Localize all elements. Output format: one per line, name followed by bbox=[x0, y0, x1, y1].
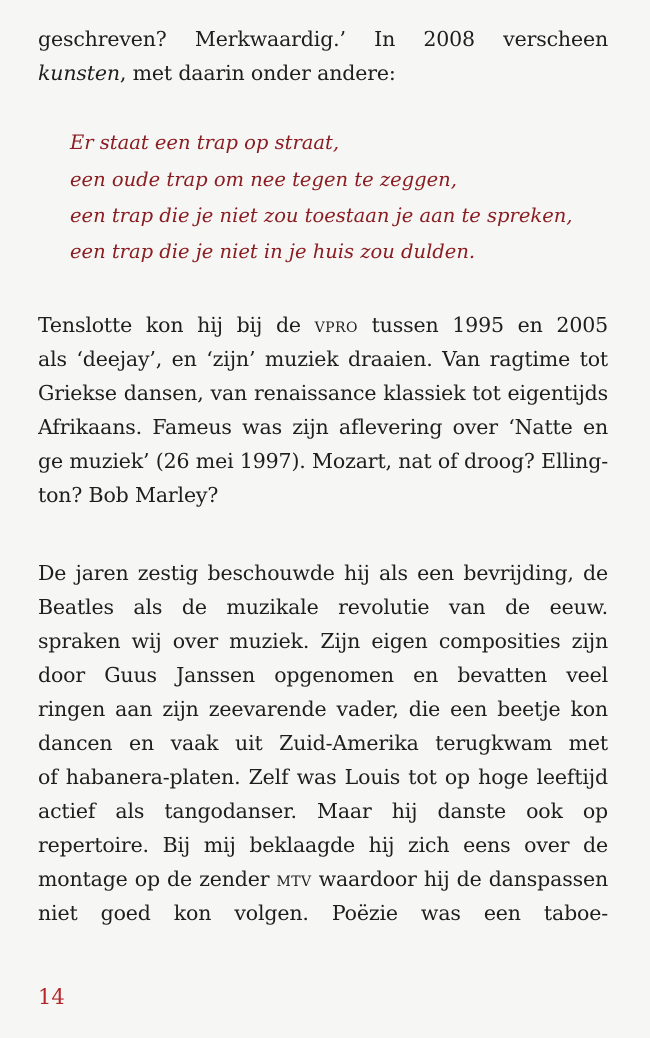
paragraph-3-line-6: dancen en vaak uit Zuid-Amerika terugkwam met bbox=[38, 731, 608, 755]
paragraph-3-line-11: niet goed kon volgen. Poëzie was een taboe- bbox=[38, 901, 608, 925]
paragraph-2-line-6: ton? Bob Marley? bbox=[38, 483, 219, 507]
paragraph-3-line-10 bbox=[38, 864, 608, 894]
page-number: 14 bbox=[38, 985, 65, 1009]
paragraph-2-line-2: als ‘deejay’, en ‘zijn’ muziek draaien. Van ragtime tot bbox=[38, 347, 608, 371]
paragraph-2-line-3: Griekse dansen, van renaissance klassiek tot eigentijds bbox=[38, 381, 608, 405]
paragraph-2-line-1 bbox=[38, 310, 608, 340]
poem-line-1: Er staat een trap op straat, bbox=[70, 131, 340, 154]
text-segment: tussen 1995 en 2005 bbox=[371, 313, 608, 337]
paragraph-2-line-4: Afrikaans. Fameus was zijn aflevering over ‘Natte en bbox=[38, 415, 608, 439]
text-segment: geschreven? Merkwaardig.’ In 2008 verscheen bbox=[38, 27, 608, 51]
text-segment: waardoor hij de danspassen bbox=[311, 867, 608, 891]
paragraph-3-line-3: spraken wij over muziek. Zijn eigen composities zijn bbox=[38, 629, 608, 653]
poem-line-3: een trap die je niet zou toestaan je aan te spreken, bbox=[70, 204, 573, 227]
text-segment: Tenslotte kon hij bij de bbox=[38, 313, 315, 337]
text-segment: montage op de zender bbox=[38, 867, 277, 891]
paragraph-3-line-8: actief als tangodanser. Maar hij danste ook op bbox=[38, 799, 608, 823]
book-title-italic: kunsten bbox=[38, 61, 120, 85]
paragraph-3-line-7: of habanera-platen. Zelf was Louis tot op hoge leeftijd bbox=[38, 765, 608, 789]
poem-line-2: een oude trap om nee tegen te zeggen, bbox=[70, 168, 457, 191]
paragraph-3-line-4: door Guus Janssen opgenomen en bevatten veel bbox=[38, 663, 608, 687]
text-segment: , met daarin onder andere: bbox=[119, 61, 396, 85]
paragraph-3-line-5: ringen aan zijn zeevarende vader, die een beetje kon bbox=[38, 697, 608, 721]
paragraph-3-line-2: Beatles als de muzikale revolutie van de eeuw. bbox=[38, 595, 608, 619]
paragraph-3-line-1: De jaren zestig beschouwde hij als een bevrijding, de bbox=[38, 561, 608, 585]
paragraph-3-line-9: repertoire. Bij mij beklaagde hij zich eens over de bbox=[38, 833, 608, 857]
poem-line-4: een trap die je niet in je huis zou dulden. bbox=[70, 240, 476, 263]
paragraph-1-line-1 bbox=[38, 24, 608, 54]
paragraph-1-line-2 bbox=[38, 58, 608, 88]
broadcaster-name: mtv bbox=[276, 867, 312, 891]
broadcaster-name: vpro bbox=[314, 313, 358, 337]
paragraph-2-line-5: ge muziek’ (26 mei 1997). Mozart, nat of droog? Elling- bbox=[38, 449, 608, 473]
